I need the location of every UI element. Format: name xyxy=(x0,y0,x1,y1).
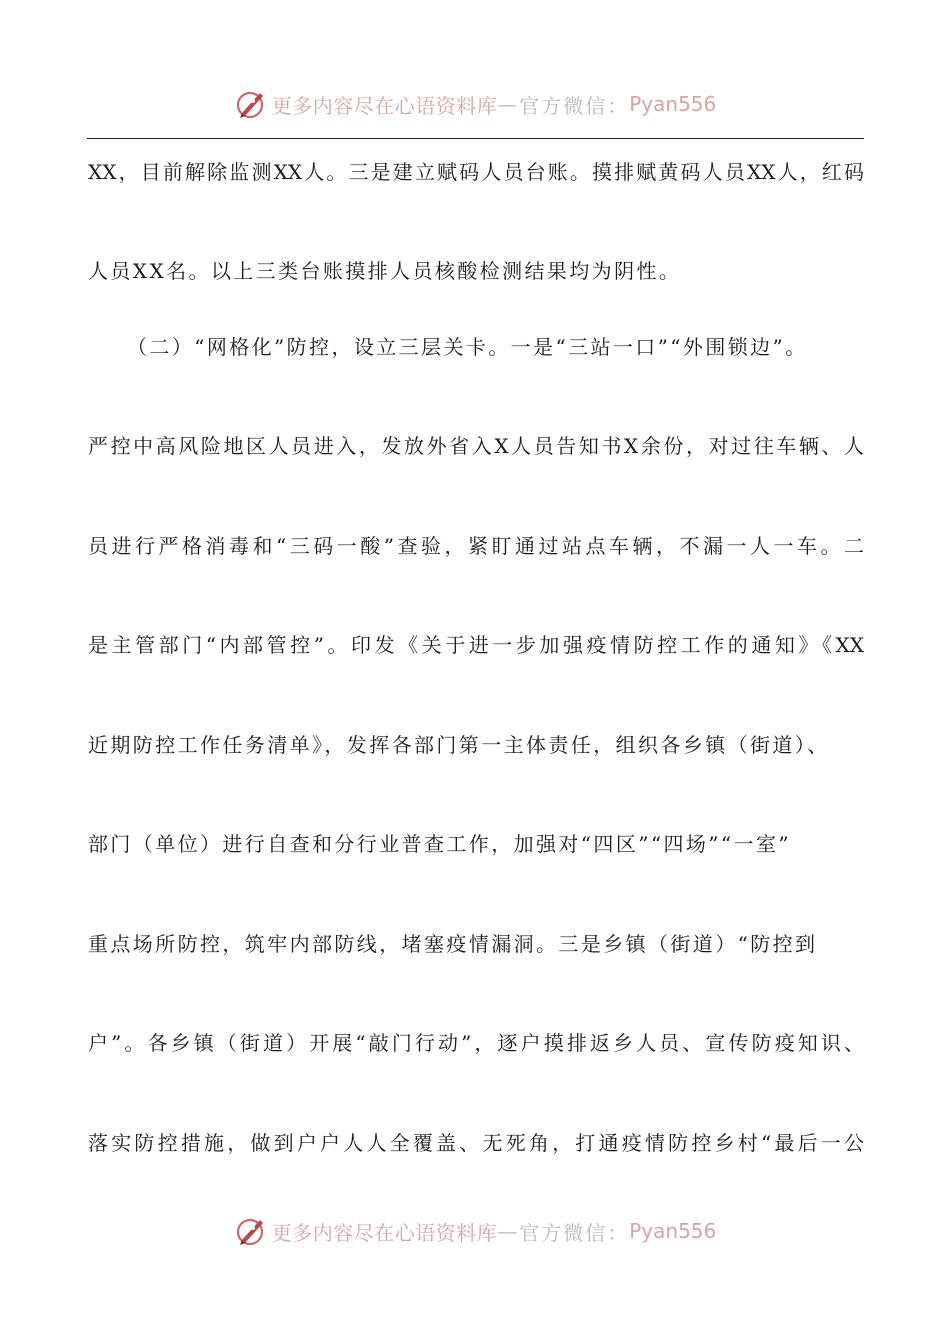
body-line: 户”。各乡镇（街道）开展“敲门行动”，逐户摸排返乡人员、宣传防疫知识、 xyxy=(88,1031,864,1055)
header-banner xyxy=(0,84,950,124)
banner-wechat-id: Pyan556 xyxy=(629,1219,717,1243)
body-line: 部门（单位）进行自查和分行业普查工作，加强对“四区”“四场”“一室” xyxy=(88,832,791,856)
banner-dash: — xyxy=(497,1219,520,1243)
banner-dash: — xyxy=(497,92,520,116)
body-line: 员进行严格消毒和“三码一酸”查验，紧盯通过站点车辆，不漏一人一车。二 xyxy=(88,534,864,558)
pen-logo-icon xyxy=(234,1214,268,1248)
banner-wechat-id: Pyan556 xyxy=(629,92,717,116)
banner-title: 更多内容尽在心语资料库 xyxy=(271,1220,498,1245)
body-line: 落实防控措施，做到户户人人全覆盖、无死角，打通疫情防控乡村“最后一公 xyxy=(88,1131,864,1155)
banner-wechat-label: 官方微信： xyxy=(519,93,630,118)
body-line: 人员XX名。以上三类台账摸排人员核酸检测结果均为阴性。 xyxy=(88,259,682,283)
body-line: （二）“网格化”防控，设立三层关卡。一是“三站一口”“外围锁边”。 xyxy=(127,335,808,359)
body-line: 重点场所防控，筑牢内部防线，堵塞疫情漏洞。三是乡镇（街道）“防控到 xyxy=(88,932,818,956)
footer-banner xyxy=(0,1211,950,1251)
banner-title: 更多内容尽在心语资料库 xyxy=(271,93,498,118)
banner-wechat-label: 官方微信： xyxy=(519,1220,630,1245)
body-line: 近期防控工作任务清单》，发挥各部门第一主体责任，组织各乡镇（街道）、 xyxy=(88,733,830,757)
body-line: 是主管部门“内部管控”。印发《关于进一步加强疫情防控工作的通知》《XX xyxy=(88,633,864,657)
body-line: XX，目前解除监测XX人。三是建立赋码人员台账。摸排赋黄码人员XX人，红码 xyxy=(88,160,864,184)
pen-logo-icon xyxy=(234,87,268,121)
header-divider xyxy=(87,138,864,139)
body-line: 严控中高风险地区人员进入，发放外省入X人员告知书X余份，对过往车辆、人 xyxy=(88,434,864,458)
